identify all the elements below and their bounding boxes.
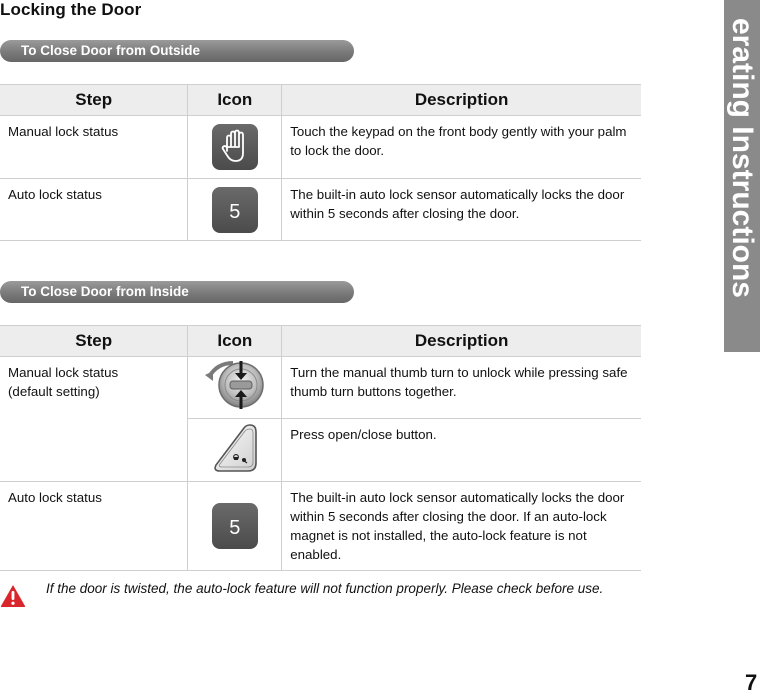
header-icon: Icon bbox=[188, 85, 282, 116]
table-header-row bbox=[0, 85, 641, 116]
icon-cell bbox=[188, 179, 282, 241]
icon-cell bbox=[188, 116, 282, 179]
description-cell: The built-in auto lock sensor automatically locks the door within 5 seconds after closing the door. If an auto-lock magnet is not installed, the auto-lock feature is not enabled. bbox=[282, 482, 641, 571]
warning-note bbox=[0, 580, 700, 610]
inside-table bbox=[0, 325, 641, 571]
thumb-turn-icon bbox=[203, 357, 267, 418]
warning-text: If the door is twisted, the auto-lock feature will not function properly. Please check before use. bbox=[46, 581, 604, 596]
table-header-row bbox=[0, 326, 641, 357]
warning-icon bbox=[0, 584, 26, 613]
header-step: Step bbox=[0, 326, 188, 357]
table-row bbox=[0, 116, 641, 179]
header-step: Step bbox=[0, 85, 188, 116]
header-description: Description bbox=[282, 326, 641, 357]
table-row bbox=[0, 357, 641, 419]
description-cell: Turn the manual thumb turn to unlock while pressing safe thumb turn buttons together. bbox=[282, 357, 641, 419]
outside-table bbox=[0, 84, 641, 241]
auto-lock-5-icon bbox=[212, 503, 258, 549]
auto-lock-seconds: 5 bbox=[229, 517, 241, 539]
section-heading-outside: To Close Door from Outside bbox=[0, 40, 354, 62]
icon-cell bbox=[188, 419, 282, 482]
table-row bbox=[0, 179, 641, 241]
step-cell: Manual lock status bbox=[0, 116, 188, 179]
section-heading-inside: To Close Door from Inside bbox=[0, 281, 354, 303]
table-row bbox=[0, 482, 641, 571]
description-cell: Press open/close button. bbox=[282, 419, 641, 482]
side-tab-label: erating Instructions bbox=[726, 17, 759, 298]
header-description: Description bbox=[282, 85, 641, 116]
open-close-button-icon bbox=[210, 422, 260, 479]
palm-touch-icon bbox=[212, 124, 258, 170]
step-cell: Auto lock status bbox=[0, 482, 188, 571]
header-icon: Icon bbox=[188, 326, 282, 357]
description-cell: Touch the keypad on the front body gently with your palm to lock the door. bbox=[282, 116, 641, 179]
side-tab bbox=[724, 0, 760, 352]
step-cell bbox=[0, 357, 188, 482]
step-cell: Auto lock status bbox=[0, 179, 188, 241]
icon-cell bbox=[188, 357, 282, 419]
page-title: Locking the Door bbox=[0, 0, 142, 19]
auto-lock-5-icon bbox=[212, 187, 258, 233]
auto-lock-seconds: 5 bbox=[229, 200, 241, 223]
description-cell: The built-in auto lock sensor automatically locks the door within 5 seconds after closing the door. bbox=[282, 179, 641, 241]
page-number: 7 bbox=[745, 670, 758, 695]
icon-cell bbox=[188, 482, 282, 571]
step-line: Manual lock status bbox=[8, 365, 119, 380]
step-line: (default setting) bbox=[8, 384, 100, 399]
